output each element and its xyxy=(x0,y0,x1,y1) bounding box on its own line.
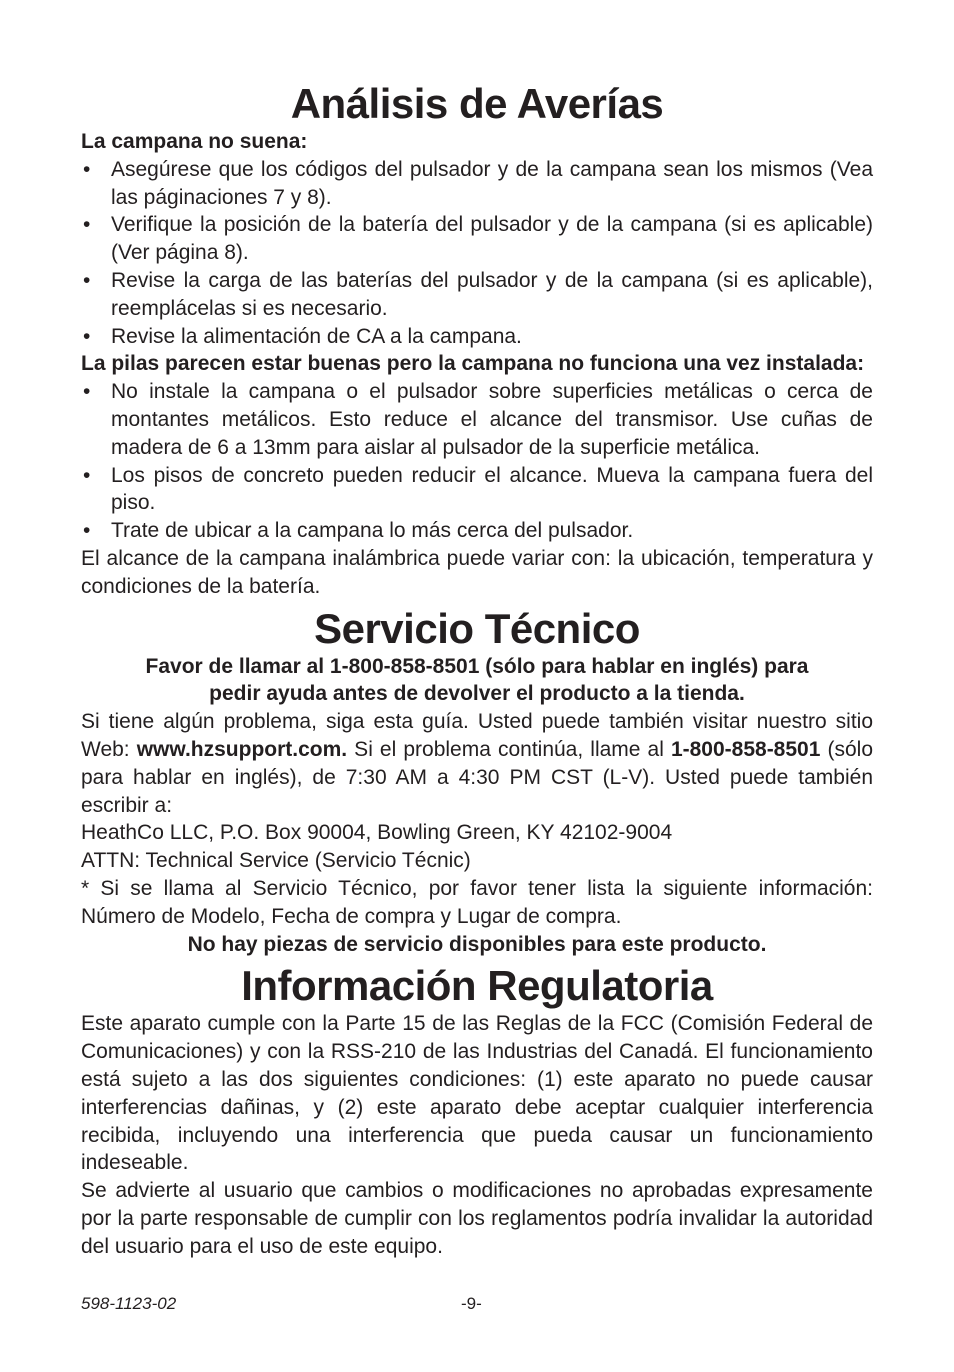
troubleshooting-title: Análisis de Averías xyxy=(290,80,664,127)
list-item: • No instale la campana o el pulsador sobre superficies metálicas o cerca de montantes metálicos. Esto reduce el alcance del transmisor. Use cuñas de madera de 6 a 13mm para aislar al pulsador de la superficie metálica. xyxy=(83,380,873,459)
call-line-1: Favor de llamar al 1-800-858-8501 (sólo para hablar en inglés) para xyxy=(145,654,809,678)
service-title: Servicio Técnico xyxy=(314,604,640,652)
list-item: • Revise la alimentación de CA a la campana. xyxy=(83,324,522,348)
batteries-ok-list xyxy=(81,378,873,545)
no-ring-list xyxy=(81,156,873,351)
service-info-note: * Si se llama al Servicio Técnico, por favor tener lista la siguiente información: Número de Modelo, Fecha de compra y Lugar de compra. xyxy=(81,876,873,928)
website-link: www.hzsupport.com. xyxy=(136,737,348,761)
page-number: -9- xyxy=(461,1294,482,1313)
regulatory-paragraph-1: Este aparato cumple con la Parte 15 de las Reglas de la FCC (Comisión Federal de Comunicaciones) y con la RSS-210 de las Industrias del Canadá. El funcionamiento está sujeto a las dos siguientes condiciones: (1) este aparato no puede causar interferencias dañinas, y (2) este aparato debe aceptar cualquier interferencia recibida, incluyendo una interferencia que pueda causar un funcionamiento indeseable. xyxy=(81,1012,873,1175)
document-number: 598-1123-02 xyxy=(81,1294,177,1313)
range-note: El alcance de la campana inalámbrica puede variar con: la ubicación, temperatura y condiciones de la batería. xyxy=(81,546,873,598)
call-line-2: pedir ayuda antes de devolver el producto a la tienda. xyxy=(209,682,745,706)
regulatory-paragraph-2: Se advierte al usuario que cambios o modificaciones no aprobadas expresamente por la parte responsable de cumplir con los reglamentos podría invalidar la autoridad del usuario para el uso de este equipo. xyxy=(81,1179,873,1258)
list-item: • Verifique la posición de la batería del pulsador y de la campana (si es aplicable) (Ver página 8). xyxy=(83,213,873,265)
list-item: • Trate de ubicar a la campana lo más cerca del pulsador. xyxy=(83,519,634,543)
list-item: • Los pisos de concreto pueden reducir el alcance. Mueva la campana fuera del piso. xyxy=(83,463,873,515)
subheading-batteries-ok: La pilas parecen estar buenas pero la campana no funciona una vez instalada: xyxy=(81,352,865,376)
subheading-no-ring: La campana no suena: xyxy=(81,130,308,153)
no-parts-note: No hay piezas de servicio disponibles para este producto. xyxy=(187,932,767,956)
page-content xyxy=(81,80,873,1260)
service-paragraph: Si tiene algún problema, siga esta guía. Usted puede también visitar nuestro sitio Web: www.hzsupport.com. Si el problema continúa, llame al 1-800-858-8501 (sólo para hablar en inglés), de 7:30 AM a 4:30 PM CST (L-V). Usted puede también escribir a: xyxy=(81,710,873,817)
phone-number: 1-800-858-8501 xyxy=(670,737,821,761)
list-item: • Asegúrese que los códigos del pulsador y de la campana sean los mismos (Vea las páginaciones 7 y 8). xyxy=(83,157,873,209)
mailing-address: HeathCo LLC, P.O. Box 90004, Bowling Green, KY 42102-9004 xyxy=(81,821,673,845)
list-item: • Revise la carga de las baterías del pulsador y de la campana (si es aplicable), reemplácelas si es necesario. xyxy=(83,268,873,320)
attention-line: ATTN: Technical Service (Servicio Técnic) xyxy=(81,849,471,873)
regulatory-title: Información Regulatoria xyxy=(241,962,713,1010)
